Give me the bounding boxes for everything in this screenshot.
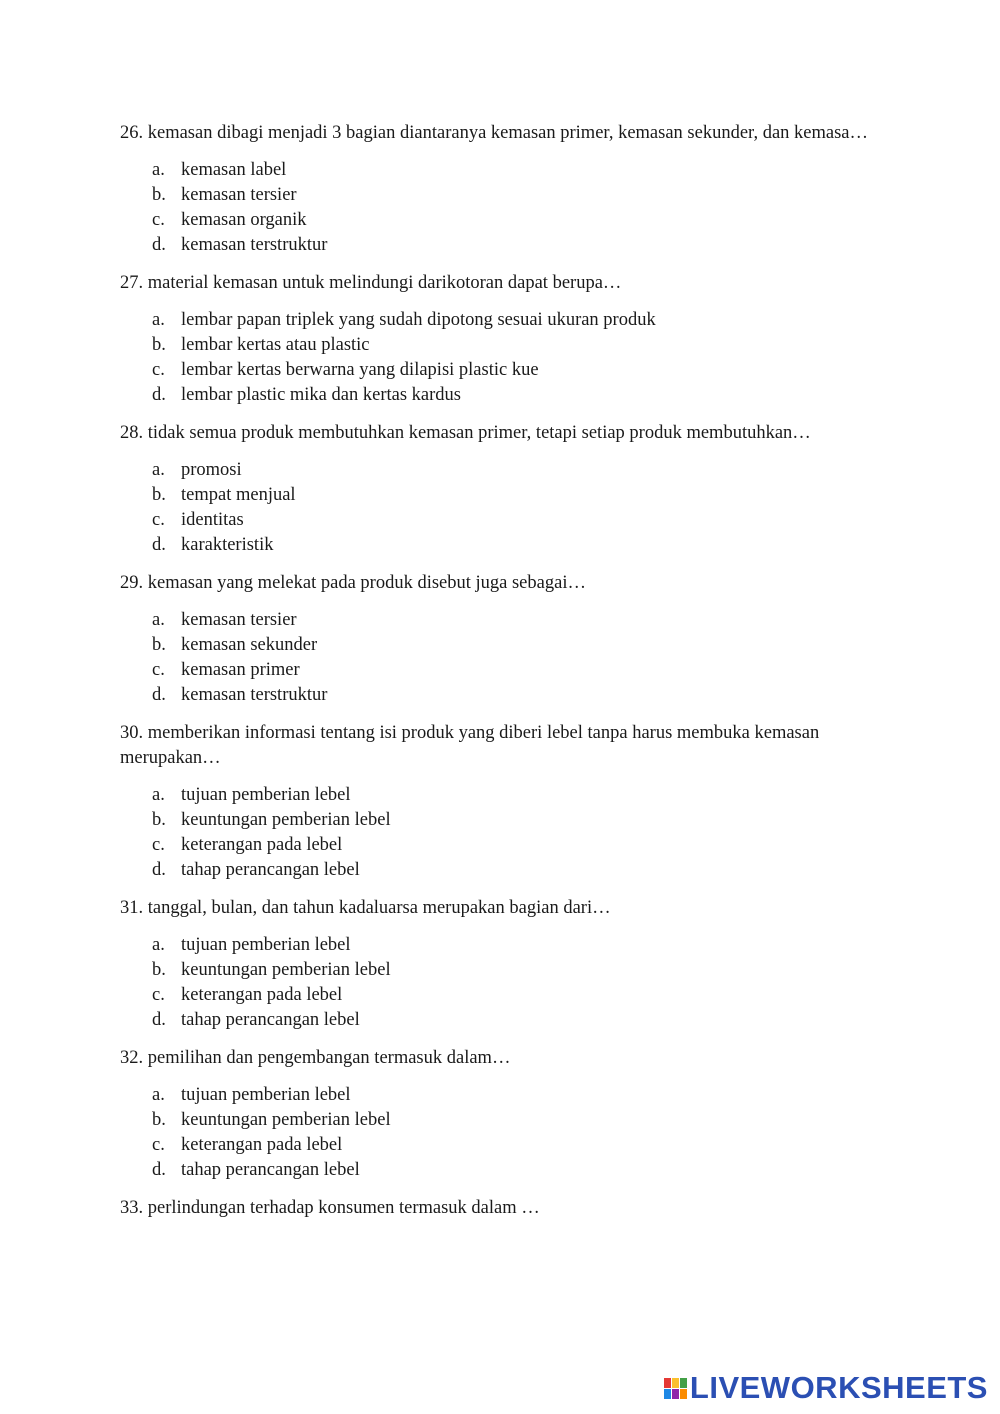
option-letter: c.: [152, 985, 165, 1005]
option-text: karakteristik: [181, 535, 274, 555]
option-b: [152, 333, 880, 358]
option-text: kemasan primer: [181, 660, 300, 680]
option-c: [152, 1133, 880, 1158]
question-29: [120, 571, 880, 721]
option-text: keterangan pada lebel: [181, 985, 343, 1005]
option-text: identitas: [181, 510, 244, 530]
question-text: 27. material kemasan untuk melindungi darikotoran dapat berupa…: [120, 273, 622, 293]
option-a: [152, 308, 880, 333]
question-text: 31. tanggal, bulan, dan tahun kadaluarsa merupakan bagian dari…: [120, 898, 611, 918]
option-a: [152, 1083, 880, 1108]
option-letter: d.: [152, 685, 166, 705]
question-32: [120, 1046, 880, 1196]
option-letter: c.: [152, 660, 165, 680]
option-c: [152, 658, 880, 683]
option-letter: d.: [152, 385, 166, 405]
option-letter: b.: [152, 485, 166, 505]
option-text: kemasan tersier: [181, 185, 297, 205]
option-list: [152, 1083, 880, 1183]
question-text: 28. tidak semua produk membutuhkan kemasan primer, tetapi setiap produk membutuhkan…: [120, 423, 811, 443]
option-letter: a.: [152, 785, 165, 805]
option-d: [152, 233, 880, 258]
option-text: kemasan sekunder: [181, 635, 318, 655]
option-letter: d.: [152, 535, 166, 555]
option-a: [152, 158, 880, 183]
option-text: tujuan pemberian lebel: [181, 1085, 351, 1105]
question-28: [120, 421, 880, 571]
option-letter: c.: [152, 210, 165, 230]
option-letter: b.: [152, 635, 166, 655]
option-letter: b.: [152, 960, 166, 980]
option-list: [152, 608, 880, 708]
option-text: tahap perancangan lebel: [181, 1010, 360, 1030]
option-list: [152, 458, 880, 558]
option-text: keuntungan pemberian lebel: [181, 1110, 391, 1130]
question-text: 29. kemasan yang melekat pada produk disebut juga sebagai…: [120, 573, 586, 593]
option-text: keterangan pada lebel: [181, 835, 343, 855]
option-text: kemasan terstruktur: [181, 685, 328, 705]
question-33: [120, 1196, 880, 1221]
option-c: [152, 508, 880, 533]
option-letter: c.: [152, 1135, 165, 1155]
option-b: [152, 958, 880, 983]
question-text: 30. memberikan informasi tentang isi produk yang diberi lebel tanpa harus membuka kemasan merupakan…: [120, 723, 820, 768]
option-list: [152, 933, 880, 1033]
liveworksheets-logo: [664, 1370, 988, 1406]
option-text: kemasan organik: [181, 210, 307, 230]
option-letter: a.: [152, 460, 165, 480]
option-b: [152, 483, 880, 508]
logo-text: LIVEWORKSHEETS: [689, 1370, 988, 1405]
option-a: [152, 783, 880, 808]
option-text: tempat menjual: [181, 485, 296, 505]
option-text: tahap perancangan lebel: [181, 860, 360, 880]
option-letter: d.: [152, 860, 166, 880]
option-d: [152, 858, 880, 883]
logo-block: [664, 1378, 671, 1388]
option-c: [152, 833, 880, 858]
logo-block: [672, 1378, 679, 1388]
option-letter: b.: [152, 335, 166, 355]
option-letter: b.: [152, 810, 166, 830]
option-letter: d.: [152, 1160, 166, 1180]
option-b: [152, 1108, 880, 1133]
option-letter: d.: [152, 1010, 166, 1030]
question-26: [120, 121, 880, 271]
option-text: keuntungan pemberian lebel: [181, 960, 391, 980]
logo-block: [672, 1389, 679, 1399]
option-text: tujuan pemberian lebel: [181, 785, 351, 805]
option-c: [152, 983, 880, 1008]
option-a: [152, 458, 880, 483]
option-letter: a.: [152, 935, 165, 955]
option-text: kemasan label: [181, 160, 287, 180]
question-30: [120, 721, 880, 896]
option-a: [152, 608, 880, 633]
question-text: 33. perlindungan terhadap konsumen termasuk dalam …: [120, 1198, 540, 1218]
question-31: [120, 896, 880, 1046]
option-letter: d.: [152, 235, 166, 255]
option-b: [152, 808, 880, 833]
option-d: [152, 1158, 880, 1183]
question-27: [120, 271, 880, 421]
option-letter: c.: [152, 835, 165, 855]
logo-block: [680, 1378, 687, 1388]
option-list: [152, 308, 880, 408]
option-c: [152, 358, 880, 383]
option-text: tahap perancangan lebel: [181, 1160, 360, 1180]
logo-block: [664, 1389, 671, 1399]
option-letter: a.: [152, 160, 165, 180]
option-d: [152, 533, 880, 558]
option-letter: a.: [152, 610, 165, 630]
option-d: [152, 383, 880, 408]
liveworksheets-logo-icon: [664, 1378, 687, 1399]
option-a: [152, 933, 880, 958]
option-text: keuntungan pemberian lebel: [181, 810, 391, 830]
option-text: lembar plastic mika dan kertas kardus: [181, 385, 461, 405]
question-text: 32. pemilihan dan pengembangan termasuk dalam…: [120, 1048, 511, 1068]
option-text: lembar kertas atau plastic: [181, 335, 370, 355]
option-text: lembar kertas berwarna yang dilapisi plastic kue: [181, 360, 539, 380]
option-d: [152, 1008, 880, 1033]
option-list: [152, 783, 880, 883]
option-text: keterangan pada lebel: [181, 1135, 343, 1155]
option-c: [152, 208, 880, 233]
option-text: kemasan tersier: [181, 610, 297, 630]
option-list: [152, 158, 880, 258]
option-d: [152, 683, 880, 708]
question-text: 26. kemasan dibagi menjadi 3 bagian diantaranya kemasan primer, kemasan sekunder, dan kemasa…: [120, 123, 869, 143]
option-text: tujuan pemberian lebel: [181, 935, 351, 955]
option-letter: c.: [152, 360, 165, 380]
worksheet-page: [120, 121, 880, 1221]
option-letter: b.: [152, 1110, 166, 1130]
option-letter: b.: [152, 185, 166, 205]
logo-block: [680, 1389, 687, 1399]
option-b: [152, 183, 880, 208]
option-b: [152, 633, 880, 658]
option-letter: a.: [152, 310, 165, 330]
option-letter: c.: [152, 510, 165, 530]
option-text: lembar papan triplek yang sudah dipotong sesuai ukuran produk: [181, 310, 656, 330]
option-text: kemasan terstruktur: [181, 235, 328, 255]
option-letter: a.: [152, 1085, 165, 1105]
option-text: promosi: [181, 460, 242, 480]
